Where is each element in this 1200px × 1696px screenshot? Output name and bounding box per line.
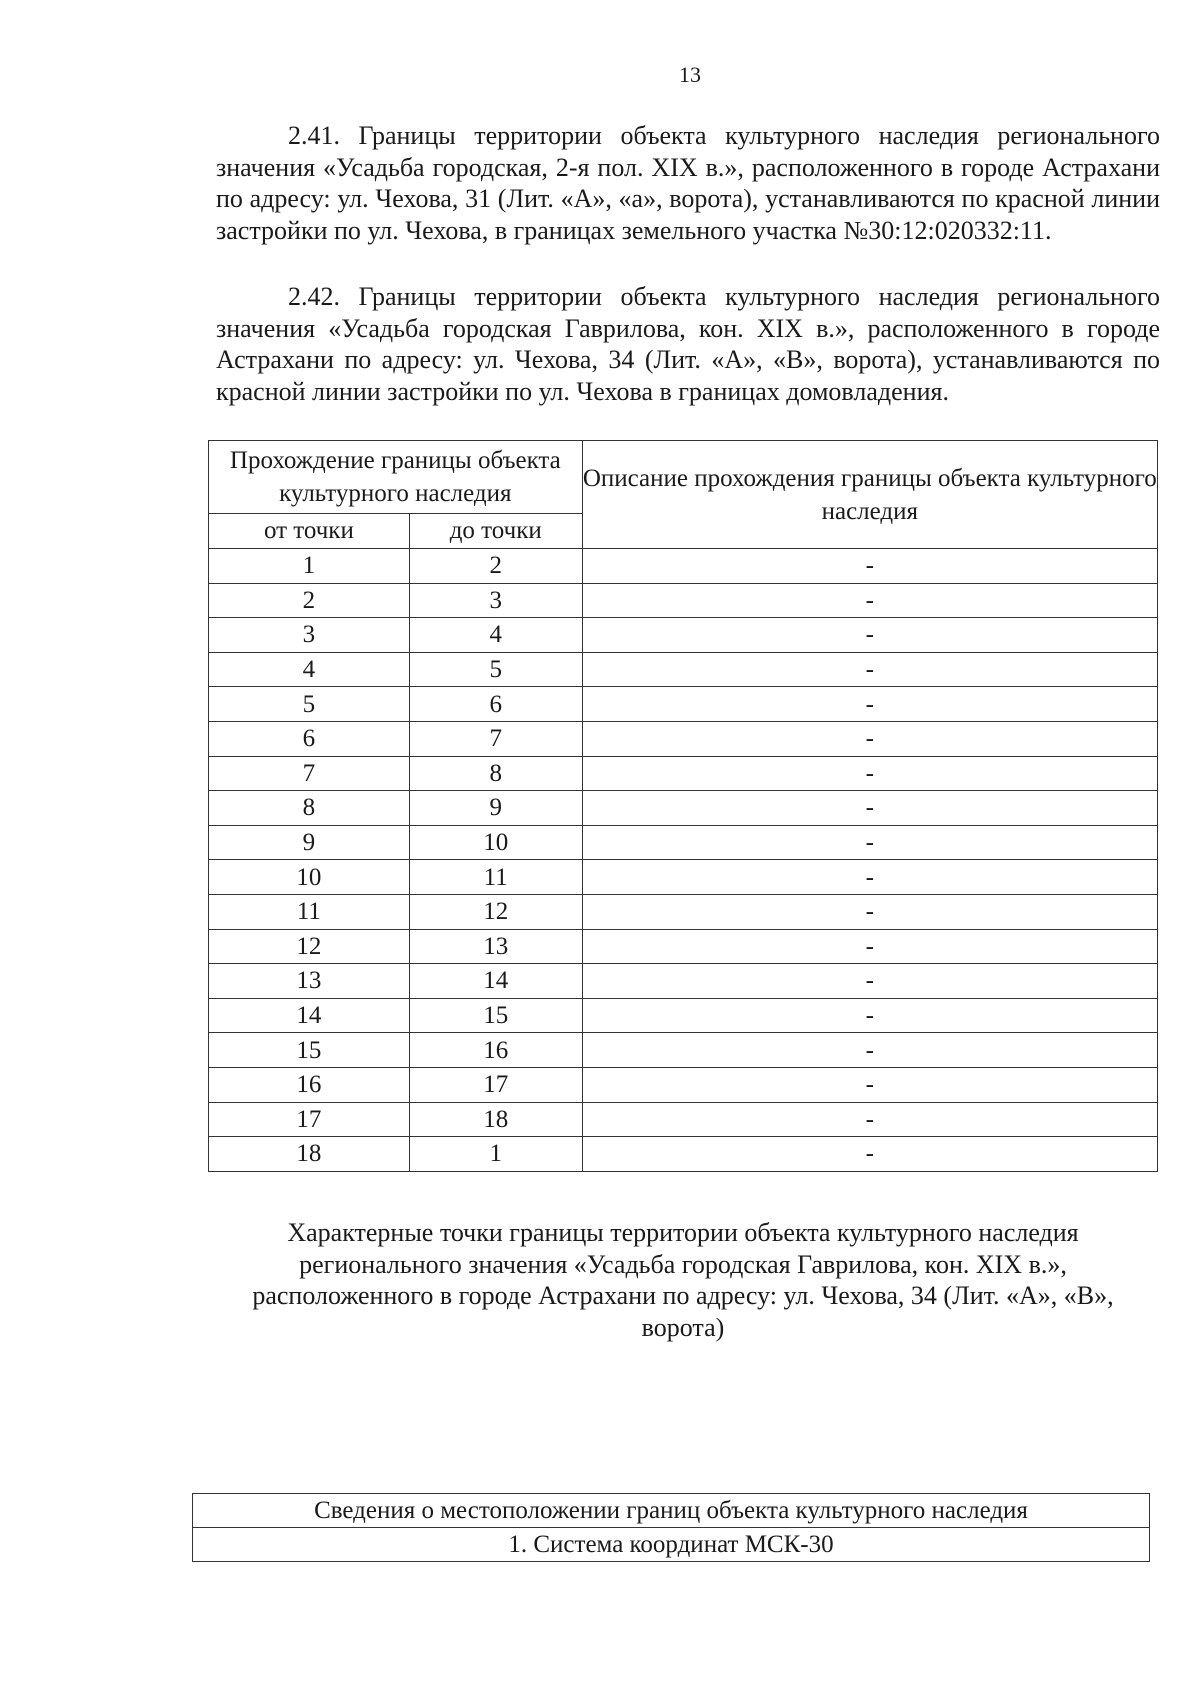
to-point-cell: 16 [409,1033,582,1068]
from-point-cell: 1 [209,549,410,584]
description-cell: - [582,1033,1157,1068]
to-point-cell: 18 [409,1102,582,1137]
table-row [193,1494,1150,1528]
table-row [209,791,1158,826]
description-cell: - [582,687,1157,722]
description-cell: - [582,1137,1157,1172]
description-cell: - [582,825,1157,860]
from-point-cell: 2 [209,583,410,618]
table-row [209,721,1158,756]
table-row [209,1033,1158,1068]
from-point-cell: 6 [209,721,410,756]
table-row [209,964,1158,999]
coordinates-info-table [192,1493,1150,1562]
header-description: Описание прохождения границы объекта культурного наследия [582,441,1157,549]
table-row [209,549,1158,584]
to-point-cell: 2 [409,549,582,584]
to-point-cell: 11 [409,860,582,895]
to-point-cell: 12 [409,894,582,929]
header-passage: Прохождение границы объекта культурного наследия [209,441,583,514]
paragraph-2-42: 2.42. Границы территории объекта культурного наследия регионального значения «Усадьба городская Гаврилова, кон. XIX в.», расположенного в городе Астрахани по адресу: ул. Чехова, 34 (Лит. «А», «В», ворота), устанавливаются по красной линии застройки по ул. Чехова в границах домовладения. [216,282,1160,406]
table-row [209,687,1158,722]
to-point-cell: 6 [409,687,582,722]
description-cell: - [582,929,1157,964]
to-point-cell: 15 [409,998,582,1033]
to-point-cell: 7 [409,721,582,756]
table-row [209,583,1158,618]
description-cell: - [582,791,1157,826]
to-point-cell: 1 [409,1137,582,1172]
table-row [209,1137,1158,1172]
table-row [209,860,1158,895]
table-row [209,998,1158,1033]
paragraph-2-41: 2.41. Границы территории объекта культурного наследия регионального значения «Усадьба городская, 2-я пол. XIX в.», расположенного в городе Астрахани по адресу: ул. Чехова, 31 (Лит. «А», «а», ворота), устанавливаются по красной линии застройки по ул. Чехова, в границах земельного участка №30:12:020332:11. [216,121,1160,245]
description-cell: - [582,721,1157,756]
table-header-row [209,441,1158,514]
table-row [193,1528,1150,1562]
description-cell: - [582,860,1157,895]
from-point-cell: 4 [209,652,410,687]
from-point-cell: 11 [209,894,410,929]
boundary-table-body [209,549,1158,1172]
to-point-cell: 17 [409,1067,582,1102]
description-cell: - [582,1102,1157,1137]
description-cell: - [582,549,1157,584]
to-point-cell: 10 [409,825,582,860]
table-row [209,894,1158,929]
table-row [209,929,1158,964]
to-point-cell: 3 [409,583,582,618]
table-row [209,618,1158,653]
description-cell: - [582,998,1157,1033]
header-from-point: от точки [209,514,410,549]
to-point-cell: 14 [409,964,582,999]
from-point-cell: 8 [209,791,410,826]
to-point-cell: 9 [409,791,582,826]
table-row [209,1102,1158,1137]
coordinate-system-cell: 1. Система координат МСК-30 [193,1528,1150,1562]
from-point-cell: 5 [209,687,410,722]
table-row [209,652,1158,687]
to-point-cell: 4 [409,618,582,653]
table-row [209,825,1158,860]
description-cell: - [582,894,1157,929]
description-cell: - [582,964,1157,999]
from-point-cell: 3 [209,618,410,653]
description-cell: - [582,756,1157,791]
table-row [209,1067,1158,1102]
from-point-cell: 16 [209,1067,410,1102]
to-point-cell: 8 [409,756,582,791]
from-point-cell: 10 [209,860,410,895]
info-title-cell: Сведения о местоположении границ объекта культурного наследия [193,1494,1150,1528]
from-point-cell: 17 [209,1102,410,1137]
to-point-cell: 13 [409,929,582,964]
boundary-table [208,440,1158,1172]
to-point-cell: 5 [409,652,582,687]
from-point-cell: 7 [209,756,410,791]
description-cell: - [582,652,1157,687]
description-cell: - [582,1067,1157,1102]
from-point-cell: 14 [209,998,410,1033]
header-to-point: до точки [409,514,582,549]
description-cell: - [582,583,1157,618]
table-row [209,756,1158,791]
caption: Характерные точки границы территории объекта культурного наследия регионального значения «Усадьба городская Гаврилова, кон. XIX в.», расположенного в городе Астрахани по адресу: ул. Чехова, 34 (Лит. «А», «В», ворота) [252,1218,1114,1342]
from-point-cell: 9 [209,825,410,860]
from-point-cell: 13 [209,964,410,999]
page-number: 13 [679,62,701,87]
description-cell: - [582,618,1157,653]
from-point-cell: 12 [209,929,410,964]
from-point-cell: 18 [209,1137,410,1172]
from-point-cell: 15 [209,1033,410,1068]
